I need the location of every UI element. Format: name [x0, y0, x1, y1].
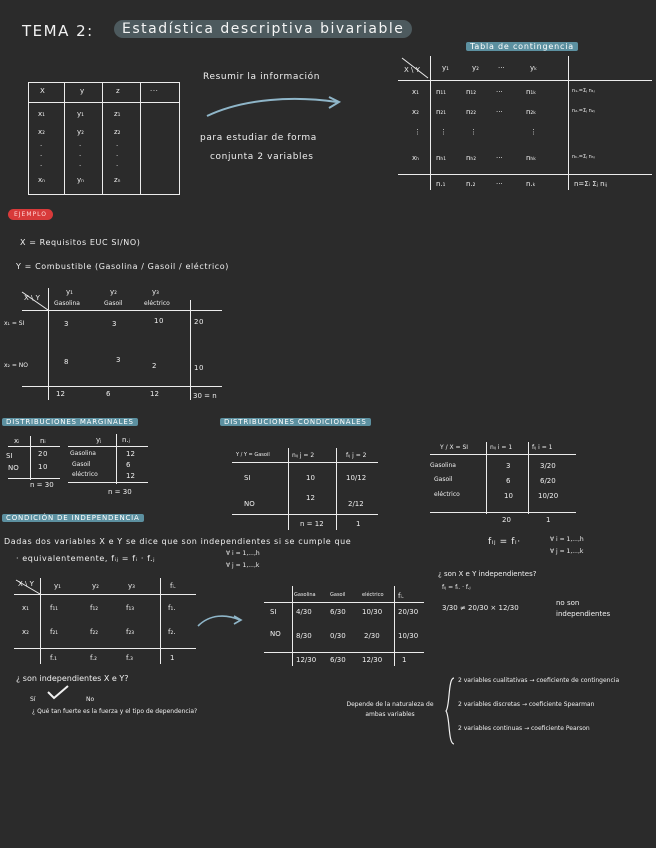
mx-cell: NO — [8, 464, 19, 472]
intro-y-n: yₙ — [77, 176, 84, 184]
mx-cell: 20 — [38, 450, 49, 458]
ex2-cell: 20/30 — [398, 608, 419, 616]
cont-col-total: n.₁ — [436, 180, 446, 188]
ex2-col: Gasoil — [330, 592, 346, 598]
cont-row-dots: ⋮ — [414, 128, 421, 136]
ex2-total: 12/30 — [362, 656, 383, 664]
mx-head: nᵢ — [40, 437, 46, 445]
independencia-title: CONDICIÓN DE INDEPENDENCIA — [2, 514, 144, 522]
cont-cell: n₁₁ — [436, 88, 447, 96]
cont-cell: ··· — [496, 154, 503, 162]
intro-x-2: x₂ — [38, 128, 45, 136]
gen-total: 1 — [170, 654, 175, 662]
independencia-cond-i: ∀ i = 1,...,h — [550, 536, 584, 543]
page-title: Estadística descriptiva bivariable — [114, 20, 412, 38]
cont-cell: ··· — [496, 88, 503, 96]
ex-col-header: Gasolina — [54, 300, 80, 307]
c1-head: fᵢⱼ j = 2 — [346, 452, 367, 459]
ejemplo-badge: EJEMPLO — [8, 209, 53, 220]
intro-z-1: z₁ — [114, 110, 121, 118]
ex-cell: 2 — [152, 362, 158, 370]
ex-top-label: y₁ — [66, 288, 73, 296]
footer-r1: 2 variables cualitativas → coeficiente de contingencia — [458, 677, 620, 684]
my-total: n = 30 — [108, 488, 132, 496]
intro-x-dot: · — [40, 162, 43, 170]
cont-cell: ⋮ — [470, 128, 477, 136]
check-icon — [46, 684, 78, 700]
gen-cell: x₁ — [22, 604, 29, 612]
c1-head: Y / Y = Gasoil — [236, 452, 270, 458]
conjunta-text: conjunta 2 variables — [210, 152, 314, 162]
ex2-col: fᵢ. — [398, 592, 404, 600]
intro-x-n: xₙ — [38, 176, 45, 184]
cont-cell: nₕ₂ — [466, 154, 477, 162]
intro-y-dot: · — [79, 162, 82, 170]
my-head: n.ⱼ — [122, 436, 130, 444]
gen-cell: f₁₁ — [50, 604, 59, 612]
gen-col: fᵢ. — [170, 582, 176, 590]
independencia-cond2-i: ∀ i = 1,...,h — [226, 550, 260, 557]
c1-cell: NO — [244, 500, 255, 508]
intro-y-2: y₂ — [77, 128, 84, 136]
ex-row-total: 20 — [194, 318, 205, 326]
intro-z-2: z₂ — [114, 128, 121, 136]
ex-cell: 3 — [64, 320, 70, 328]
gen-cell: f₁₃ — [126, 604, 135, 612]
my-cell: 12 — [126, 450, 135, 458]
c2-head: fᵢⱼ i = 1 — [532, 444, 553, 451]
x-definition: X = Requisitos EUC SI/NO) — [20, 238, 141, 247]
independence-conclusion: no son independientes — [556, 599, 611, 618]
cont-cell: nₕₖ — [526, 154, 537, 162]
c2-total: 20 — [502, 516, 511, 524]
gen-cell: x₂ — [22, 628, 29, 636]
c2-cell: 3/20 — [540, 462, 556, 470]
cont-col-total: n.₂ — [466, 180, 476, 188]
independence-calc: 3/30 ≠ 20/30 × 12/30 — [442, 604, 519, 612]
ex-row-header: x₂ = NO — [4, 362, 29, 369]
c2-cell: Gasoil — [434, 476, 453, 483]
gen-col: y₂ — [92, 582, 99, 590]
footer-no: No — [86, 696, 95, 703]
independence-check: fᵢⱼ = fᵢ. · f.ⱼ — [442, 584, 471, 591]
cont-cell: ⋮ — [440, 128, 447, 136]
cont-cell: n₂₂ — [466, 108, 477, 116]
cont-row-total: nₕ.=Σⱼ nₕⱼ — [572, 154, 595, 160]
ex2-total: 6/30 — [330, 656, 346, 664]
mx-cell: SI — [6, 452, 13, 460]
ex-col-header: Gasoil — [104, 300, 123, 307]
ex-cell: 8 — [64, 358, 70, 366]
ex2-col: eléctrico — [362, 592, 384, 598]
mx-cell: 10 — [38, 463, 49, 471]
intro-head-more: ··· — [150, 87, 159, 95]
my-head: yⱼ — [96, 436, 102, 444]
gen-col: y₁ — [54, 582, 61, 590]
footer-question: ¿ son independientes X e Y? — [16, 674, 129, 683]
footer-r2: 2 variables discretas → coeficiente Spearman — [458, 701, 595, 708]
independencia-line-1: Dadas dos variables X e Y se dice que son independientes si se cumple que — [4, 537, 352, 546]
gen-cell: f₂₁ — [50, 628, 59, 636]
resumir-text: Resumir la información — [203, 72, 321, 82]
gen-cell: f₂. — [168, 628, 176, 636]
footer-si: Sí — [30, 696, 36, 703]
ex2-cell: SI — [270, 608, 277, 616]
cont-cell: n₁₂ — [466, 88, 477, 96]
cont-corner: X \ Y — [404, 66, 420, 74]
cont-cell: n₂ₖ — [526, 108, 537, 116]
intro-head-z: z — [116, 87, 121, 95]
independencia-cond2-j: ∀ j = 1,...,k — [226, 562, 260, 569]
ex2-cell: 10/30 — [362, 608, 383, 616]
ex2-cell: NO — [270, 630, 281, 638]
cont-row-total: n₁.=Σⱼ n₁ⱼ — [572, 88, 595, 94]
c2-cell: eléctrico — [434, 491, 460, 498]
footer-depende: Depende de la naturaleza de ambas variables — [346, 701, 434, 718]
c2-cell: 3 — [506, 462, 511, 470]
gen-cell: f₂₂ — [90, 628, 99, 636]
c1-cell: 10 — [306, 474, 315, 482]
arrow-right-icon — [205, 92, 345, 122]
c1-cell: SI — [244, 474, 251, 482]
ex-corner: X \ Y — [24, 294, 40, 302]
c2-total: 1 — [546, 516, 551, 524]
independence-question: ¿ son X e Y independientes? — [438, 570, 537, 578]
ex-cell: 10 — [154, 317, 165, 325]
condicionadas-title: DISTRIBUCIONES CONDICIONALES — [220, 418, 371, 426]
cont-col-k: yₖ — [530, 64, 538, 72]
ex2-cell: 2/30 — [364, 632, 380, 640]
c2-head: nᵢⱼ i = 1 — [490, 444, 513, 451]
cont-row-2: x₂ — [412, 108, 419, 116]
intro-x-dot: · — [40, 142, 43, 150]
gen-total: f.₃ — [126, 654, 133, 662]
ex-cell: 3 — [112, 320, 118, 328]
cont-cell: ··· — [496, 108, 503, 116]
ex-top-label: y₃ — [152, 288, 159, 296]
intro-x-dot: · — [40, 152, 43, 160]
ex2-cell: 6/30 — [330, 608, 346, 616]
intro-head-x: X — [40, 87, 46, 95]
ex2-cell: 4/30 — [296, 608, 312, 616]
cont-cell: ⋮ — [530, 128, 537, 136]
cont-cell: n₂₁ — [436, 108, 447, 116]
ex-col-total: 6 — [106, 390, 111, 398]
c2-cell: Gasolina — [430, 462, 456, 469]
ex2-cell: 0/30 — [330, 632, 346, 640]
cont-col-dots: ··· — [498, 64, 505, 72]
gen-col: y₃ — [128, 582, 135, 590]
intro-y-dot: · — [79, 142, 82, 150]
ex2-cell: 8/30 — [296, 632, 312, 640]
mx-head: xᵢ — [14, 437, 20, 445]
tema-label: TEMA 2: — [22, 22, 94, 40]
my-cell: Gasolina — [70, 450, 96, 457]
gen-cell: f₁₂ — [90, 604, 99, 612]
marginales-title: DISTRIBUCIONES MARGINALES — [2, 418, 138, 426]
ex-row-total: 10 — [194, 364, 205, 372]
ex-col-total: 12 — [56, 390, 65, 398]
cont-col-2: y₂ — [472, 64, 479, 72]
c1-cell: 10/12 — [346, 474, 367, 482]
mx-total: n = 30 — [30, 481, 54, 489]
c2-cell: 6 — [506, 477, 511, 485]
my-cell: Gasoil — [72, 461, 91, 468]
intro-x-1: x₁ — [38, 110, 45, 118]
c2-head: Y / X = SI — [440, 444, 469, 451]
ex-col-total: 12 — [150, 390, 159, 398]
c2-cell: 10 — [504, 492, 513, 500]
cont-cell: n₁ₖ — [526, 88, 537, 96]
gen-corner: X \ Y — [18, 580, 34, 588]
cont-cell: nₕ₁ — [436, 154, 447, 162]
ex-col-header: eléctrico — [144, 300, 170, 307]
ex2-cell: 10/30 — [398, 632, 419, 640]
gen-cell: f₁. — [168, 604, 176, 612]
my-cell: eléctrico — [72, 471, 98, 478]
cont-row-total: n₂.=Σⱼ n₂ⱼ — [572, 108, 595, 114]
intro-z-dot: · — [116, 162, 119, 170]
gen-cell: f₂₃ — [126, 628, 135, 636]
brace-icon — [444, 676, 456, 746]
c1-total: 1 — [356, 520, 361, 528]
footer-r3: 2 variables continuas → coeficiente Pearson — [458, 725, 590, 732]
footer-que: ¿ Qué tan fuerte es la fuerza y el tipo de dependencia? — [32, 708, 198, 715]
c1-cell: 2/12 — [348, 500, 364, 508]
cont-grand-total: n=Σᵢ Σⱼ nᵢⱼ — [574, 180, 607, 188]
intro-z-n: zₙ — [114, 176, 121, 184]
intro-z-dot: · — [116, 142, 119, 150]
intro-head-y: y — [80, 87, 85, 95]
my-cell: 12 — [126, 472, 135, 480]
y-definition: Y = Combustible (Gasolina / Gasoil / eléctrico) — [16, 262, 229, 271]
gen-total: f.₂ — [90, 654, 97, 662]
para-estudiar-text: para estudiar de forma — [200, 133, 317, 143]
independencia-formula: fᵢⱼ = fᵢ· — [488, 537, 521, 547]
ex2-col: Gasolina — [294, 592, 316, 598]
ex2-total: 12/30 — [296, 656, 317, 664]
intro-z-dot: · — [116, 152, 119, 160]
c2-cell: 10/20 — [538, 492, 559, 500]
intro-y-1: y₁ — [77, 110, 84, 118]
cont-row-1: x₁ — [412, 88, 419, 96]
ex2-total: 1 — [402, 656, 407, 664]
ex-top-label: y₂ — [110, 288, 117, 296]
cont-row-h: xₕ — [412, 154, 419, 162]
c2-cell: 6/20 — [540, 477, 556, 485]
c1-cell: 12 — [306, 494, 315, 502]
ex-grand-total: 30 = n — [193, 392, 217, 400]
independencia-line-2: · equivalentemente, fᵢⱼ = fᵢ · f.ⱼ — [16, 554, 156, 563]
intro-y-dot: · — [79, 152, 82, 160]
independencia-cond-j: ∀ j = 1,...,k — [550, 548, 584, 555]
gen-total: f.₁ — [50, 654, 57, 662]
ex-cell: 3 — [116, 356, 122, 364]
cont-col-total: ··· — [496, 180, 503, 188]
c1-total: n = 12 — [300, 520, 324, 528]
my-cell: 6 — [126, 461, 131, 469]
arrow-right-icon — [196, 612, 244, 630]
cont-col-1: y₁ — [442, 64, 449, 72]
contingencia-title: Tabla de contingencia — [466, 42, 578, 51]
cont-col-total: n.ₖ — [526, 180, 536, 188]
ex-row-header: x₁ = SI — [4, 320, 25, 327]
c1-head: nᵢⱼ j = 2 — [292, 452, 315, 459]
